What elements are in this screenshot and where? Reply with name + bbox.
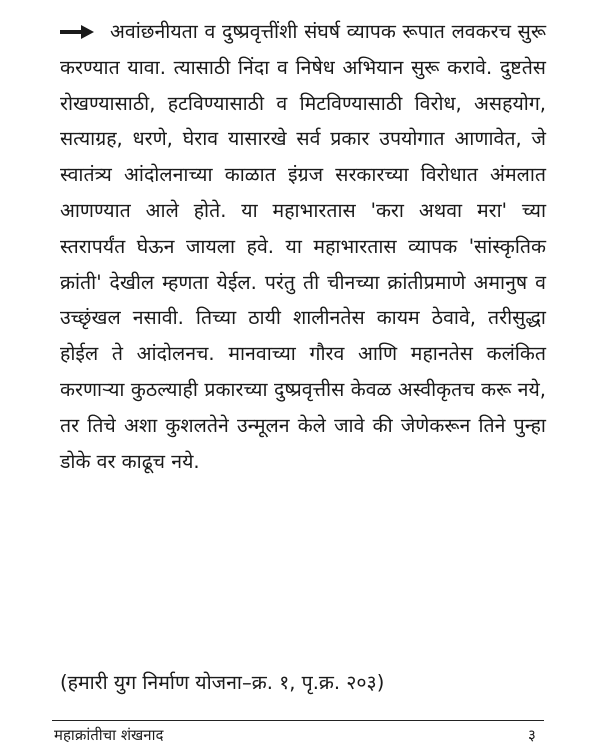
footer-divider [52,720,544,721]
source-citation: (हमारी युग निर्माण योजना–क्र. १, पृ.क्र. २०३) [60,671,385,694]
footer-book-title: महाक्रांतीचा शंखनाद [54,726,164,744]
right-arrow-icon [60,25,94,39]
page-number: ३ [528,726,536,744]
body-paragraph [60,14,546,479]
page-content [60,14,546,479]
paragraph-text: अवांछनीयता व दुष्प्रवृत्तींशी संघर्ष व्यापक रूपात लवकरच सुरू करण्यात यावा. त्यासाठी निंदा व निषेध अभियान सुरू करावे. दुष्टतेस रोखण्यासाठी, हटविण्यासाठी व मिटविण्यासाठी विरोध, असहयोग, सत्याग्रह, धरणे, घेराव यासारखे सर्व प्रकार उपयोगात आणावेत, जे स्वातंत्र्य आंदोलनाच्या काळात इंग्रज सरकारच्या विरोधात अंमलात आणण्यात आले होते. या महाभारतास 'करा अथवा मरा' च्या स्तरापर्यंत घेऊन जायला हवे. या महाभारतास व्यापक 'सांस्कृतिक क्रांती' देखील म्हणता येईल. परंतु ती चीनच्या क्रांतीप्रमाणे अमानुष व उच्छृंखल नसावी. तिच्या ठायी शालीनतेस कायम ठेवावे, तरीसुद्धा होईल ते आंदोलनच. मानवाच्या गौरव आणि महानतेस कलंकित करणाऱ्या कुठल्याही प्रकारच्या दुष्प्रवृत्तीस केवळ अस्वीकृतच करू नये, तर तिचे अशा कुशलतेने उन्मूलन केले जावे की जेणेकरून तिने पुन्हा डोके वर काढूच नये. [60,20,546,473]
